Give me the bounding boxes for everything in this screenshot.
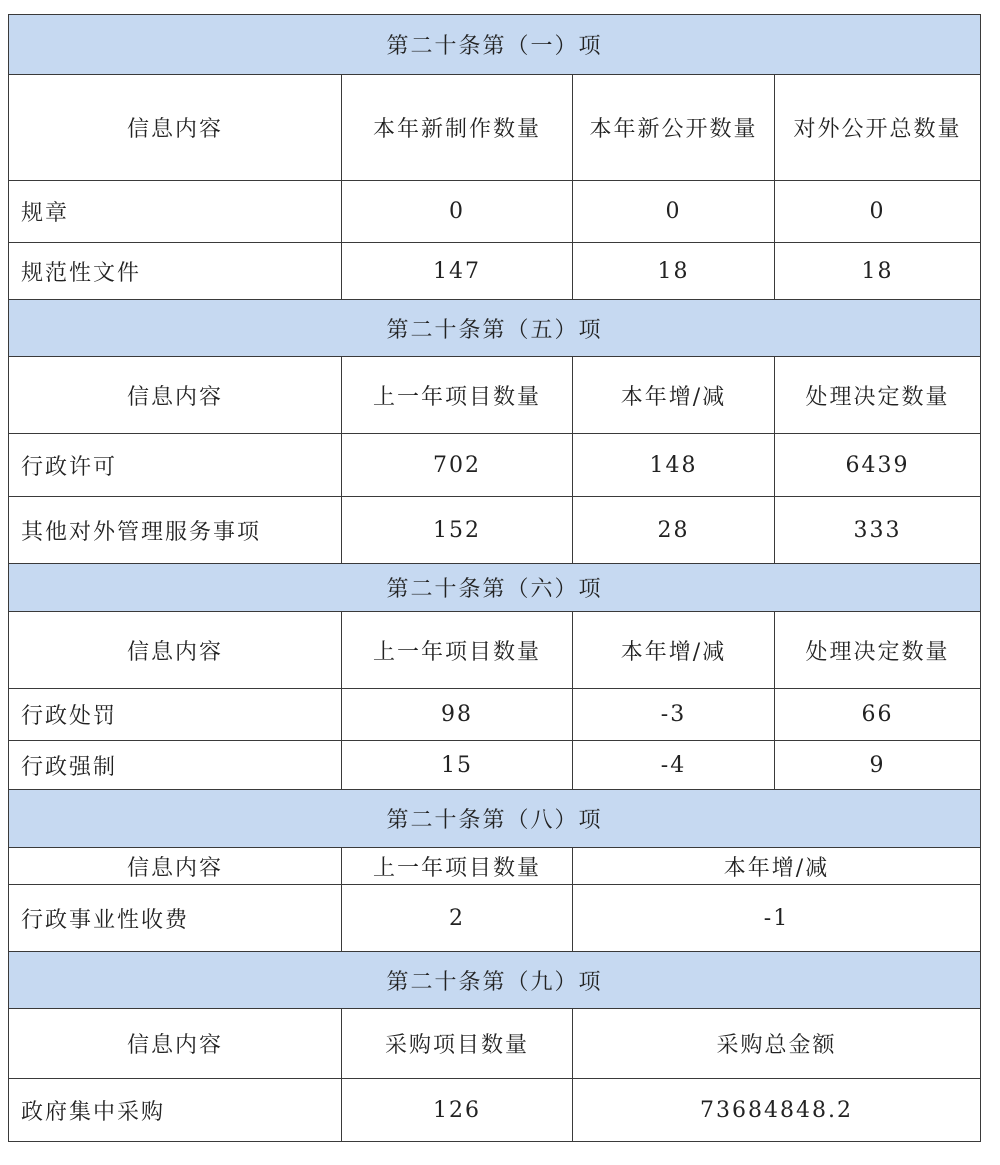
row-label: 行政强制 [9, 741, 342, 790]
table-cell: 126 [342, 1079, 573, 1142]
header-row [9, 75, 981, 181]
header-row [9, 1009, 981, 1079]
table-row [9, 885, 981, 952]
section-title: 第二十条第（六）项 [9, 564, 981, 612]
header-cell: 本年增/减 [573, 848, 981, 885]
table-row [9, 689, 981, 741]
row-label: 行政处罚 [9, 689, 342, 741]
table-row [9, 497, 981, 564]
section-title-row [9, 790, 981, 848]
table-cell: 0 [775, 181, 981, 243]
table-cell: 2 [342, 885, 573, 952]
section-title: 第二十条第（五）项 [9, 300, 981, 357]
disclosure-table-container [8, 14, 980, 1142]
section-title: 第二十条第（八）项 [9, 790, 981, 848]
row-label: 行政事业性收费 [9, 885, 342, 952]
table-row [9, 434, 981, 497]
header-row [9, 357, 981, 434]
table-row [9, 181, 981, 243]
table-cell: 148 [573, 434, 775, 497]
row-label: 政府集中采购 [9, 1079, 342, 1142]
header-cell: 处理决定数量 [775, 612, 981, 689]
table-cell: -3 [573, 689, 775, 741]
table-cell: -1 [573, 885, 981, 952]
row-label: 规章 [9, 181, 342, 243]
header-cell: 本年新制作数量 [342, 75, 573, 181]
section-title-row [9, 15, 981, 75]
table-cell: 0 [342, 181, 573, 243]
table-cell: 147 [342, 243, 573, 300]
section-title-row [9, 564, 981, 612]
table-cell: 18 [573, 243, 775, 300]
table-cell: 333 [775, 497, 981, 564]
row-label: 行政许可 [9, 434, 342, 497]
header-cell: 信息内容 [9, 357, 342, 434]
table-cell: 0 [573, 181, 775, 243]
table-cell: 73684848.2 [573, 1079, 981, 1142]
disclosure-table [8, 14, 981, 1142]
table-cell: 66 [775, 689, 981, 741]
header-cell: 信息内容 [9, 75, 342, 181]
header-cell: 上一年项目数量 [342, 848, 573, 885]
header-row [9, 612, 981, 689]
header-cell: 本年增/减 [573, 612, 775, 689]
row-label: 其他对外管理服务事项 [9, 497, 342, 564]
table-cell: 6439 [775, 434, 981, 497]
table-cell: 18 [775, 243, 981, 300]
header-cell: 信息内容 [9, 848, 342, 885]
table-cell: 28 [573, 497, 775, 564]
section-title: 第二十条第（九）项 [9, 952, 981, 1009]
table-row [9, 741, 981, 790]
row-label: 规范性文件 [9, 243, 342, 300]
header-cell: 上一年项目数量 [342, 357, 573, 434]
header-cell: 本年增/减 [573, 357, 775, 434]
section-title-row [9, 952, 981, 1009]
table-cell: 702 [342, 434, 573, 497]
table-row [9, 1079, 981, 1142]
table-cell: 98 [342, 689, 573, 741]
header-row [9, 848, 981, 885]
header-cell: 信息内容 [9, 1009, 342, 1079]
header-cell: 信息内容 [9, 612, 342, 689]
header-cell: 处理决定数量 [775, 357, 981, 434]
section-title-row [9, 300, 981, 357]
table-cell: 152 [342, 497, 573, 564]
header-cell: 本年新公开数量 [573, 75, 775, 181]
table-cell: 9 [775, 741, 981, 790]
header-cell: 采购总金额 [573, 1009, 981, 1079]
table-cell: -4 [573, 741, 775, 790]
section-title: 第二十条第（一）项 [9, 15, 981, 75]
header-cell: 采购项目数量 [342, 1009, 573, 1079]
header-cell: 上一年项目数量 [342, 612, 573, 689]
table-row [9, 243, 981, 300]
table-cell: 15 [342, 741, 573, 790]
header-cell: 对外公开总数量 [775, 75, 981, 181]
